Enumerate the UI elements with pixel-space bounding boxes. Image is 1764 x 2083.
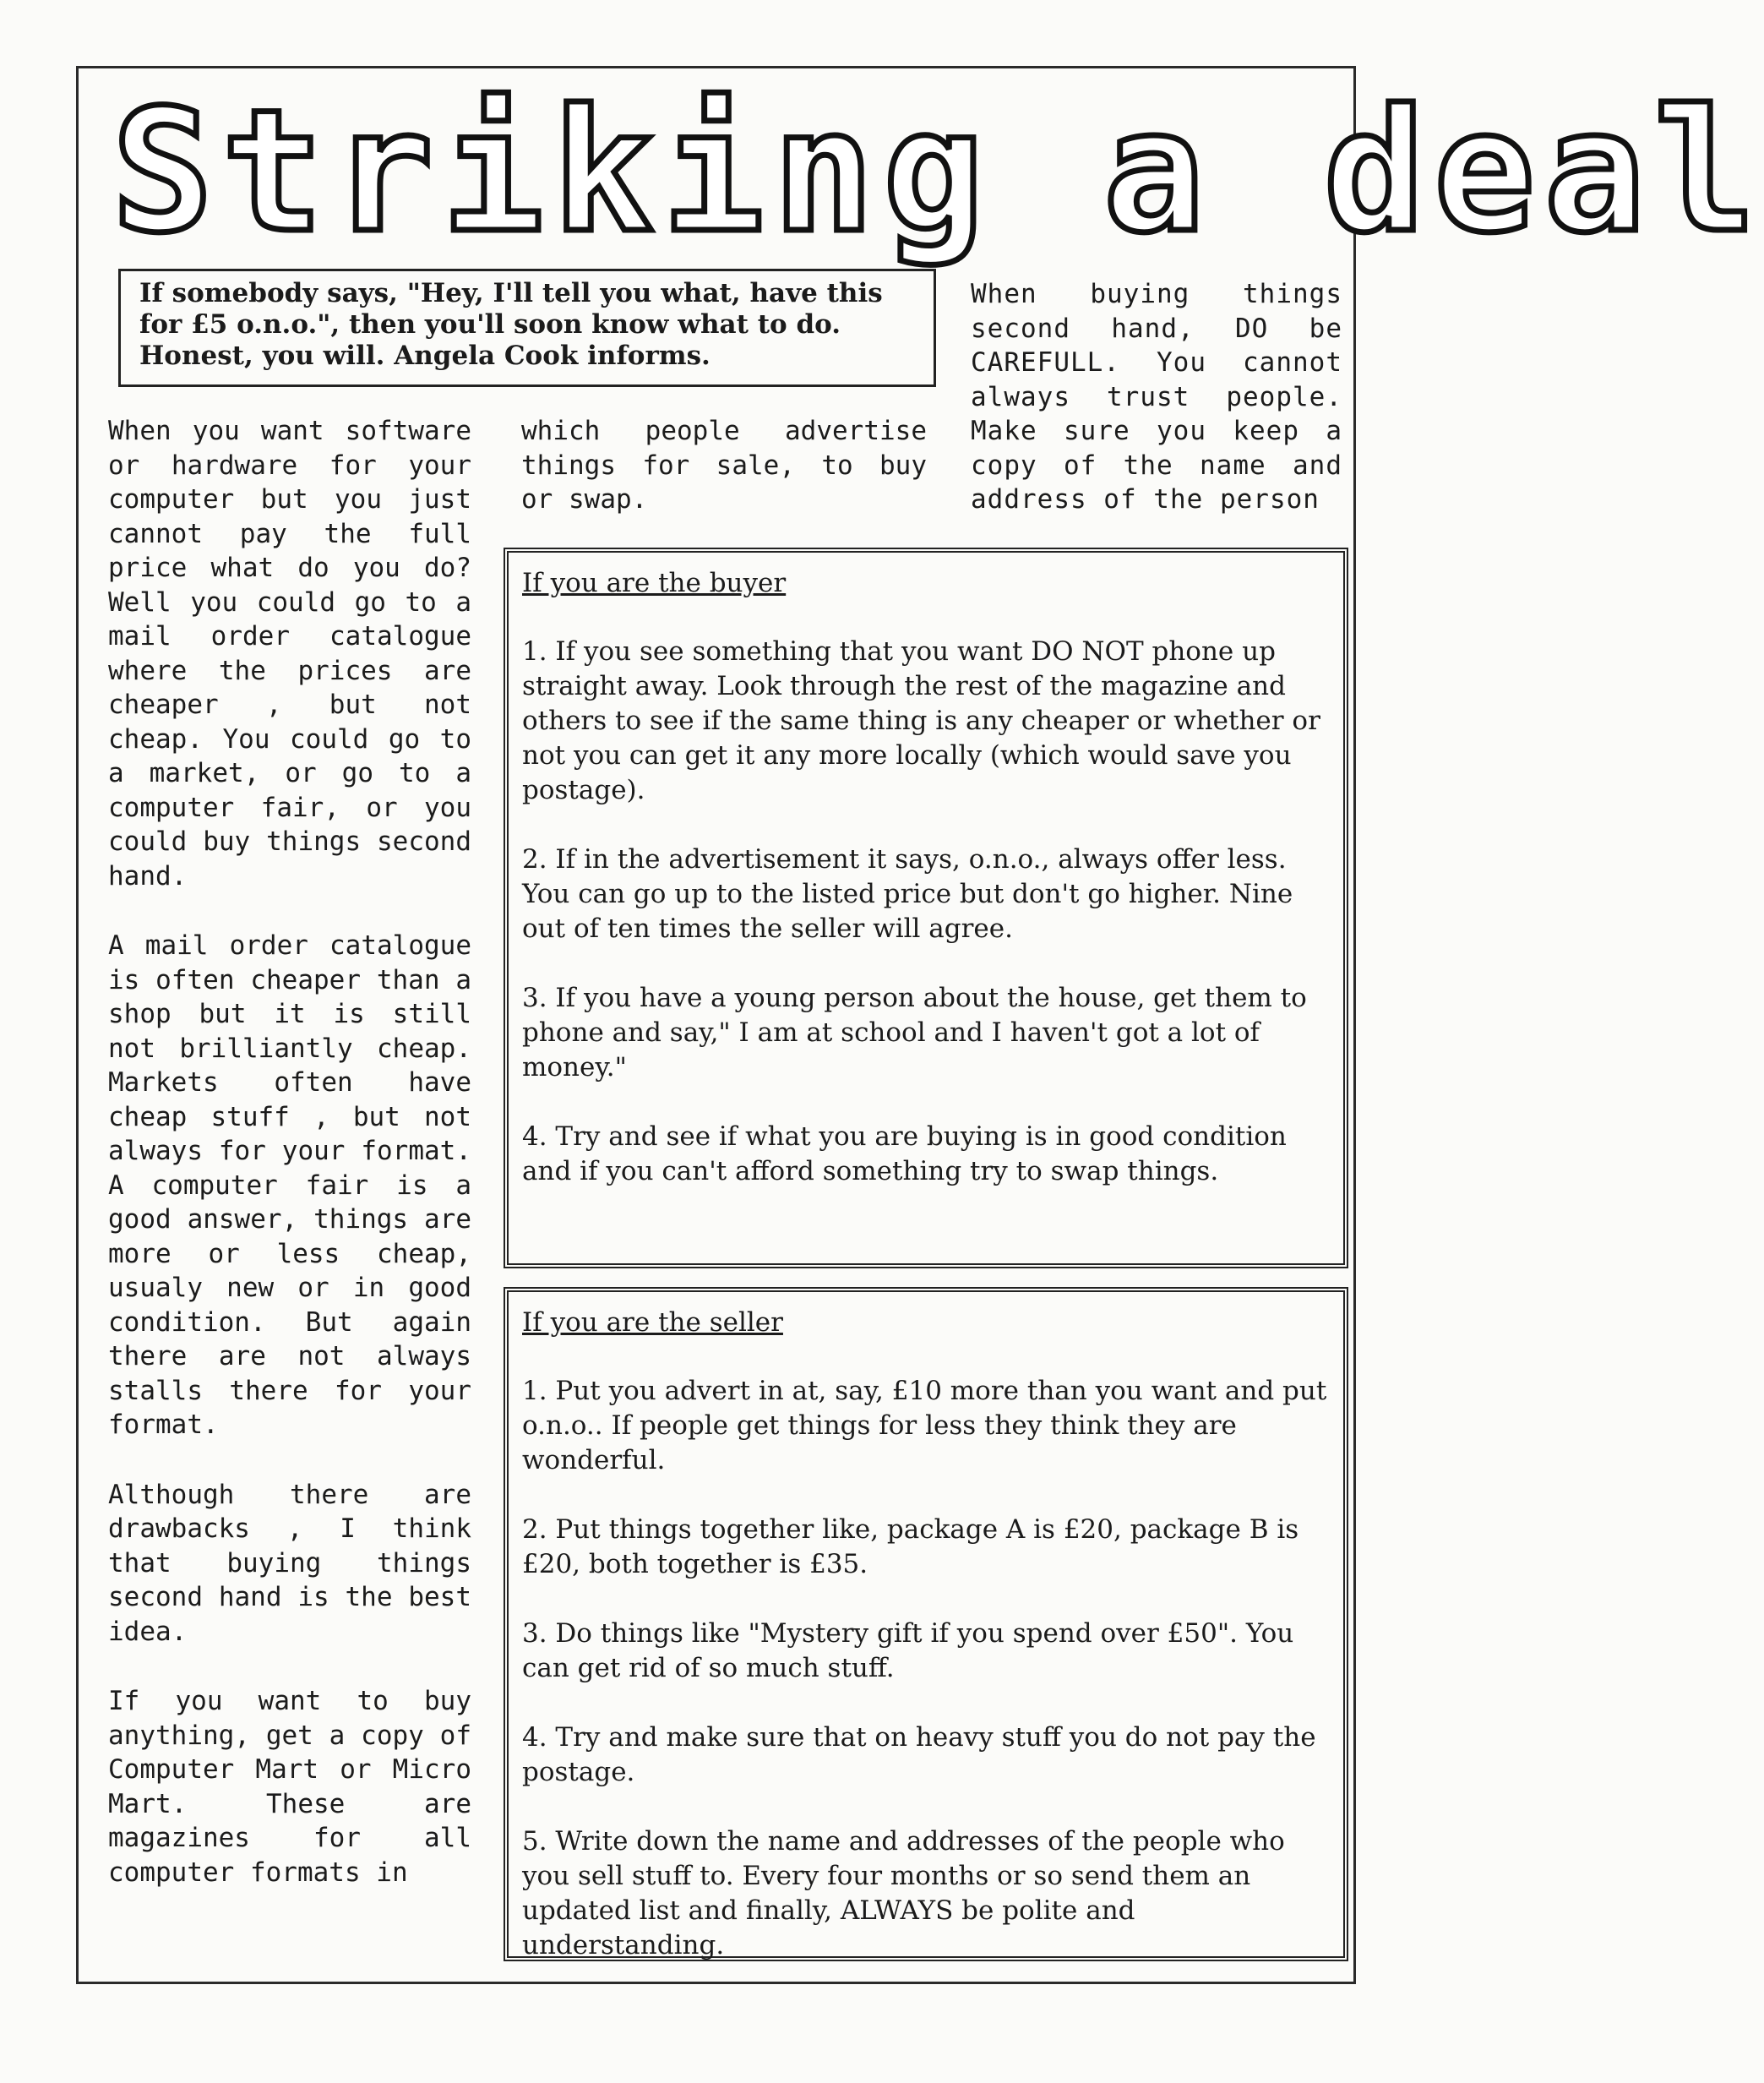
- standfirst: If somebody says, "Hey, I'll tell you what, have this for £5 o.n.o.", then you'll soon know what to do. Honest, you will. Angela Cook informs.: [118, 269, 936, 387]
- middle-paragraph: which people advertise things for sale, to buy or swap.: [521, 416, 927, 515]
- seller-tip-3: 3. Do things like "Mystery gift if you spend over £50". You can get rid of so much stuff.: [522, 1618, 1294, 1683]
- seller-tips-box: [507, 1290, 1345, 1958]
- buyer-tip-1: 1. If you see something that you want DO NOT phone up straight away. Look through the rest of the magazine and others to see if the same thing is any cheaper or whether or not you can get it any more locally (which would save you postage).: [522, 636, 1320, 805]
- right-column-text: [971, 277, 1342, 553]
- middle-column-text: [521, 414, 927, 553]
- buyer-heading: If you are the buyer: [522, 568, 787, 598]
- buyer-tip-2: 2. If in the advertisement it says, o.n.o., always offer less. You can go up to the listed price but don't go higher. Nine out of ten times the seller will agree.: [522, 844, 1293, 944]
- right-column-paragraph: When buying things second hand, DO be CAREFULL. You cannot always trust people. Make sure you keep a copy of the name and address of the person: [971, 279, 1342, 515]
- left-paragraph-4: If you want to buy anything, get a copy of Computer Mart or Micro Mart. These are magazines for all computer formats in: [108, 1686, 471, 1888]
- seller-tip-1: 1. Put you advert in at, say, £10 more than you want and put o.n.o.. If people get things for less they think they are wonderful.: [522, 1376, 1327, 1475]
- seller-tip-5: 5. Write down the name and addresses of the people who you sell stuff to. Every four months or so send them an updated list and finally, ALWAYS be polite and understanding.: [522, 1826, 1285, 1960]
- left-column-text: [108, 414, 471, 1925]
- left-paragraph-2: A mail order catalogue is often cheaper than a shop but it is still not brilliantly cheap. Markets often have cheap stuff , but not always for your format. A computer fair is a good answer, things are more or less cheap, usualy new or in good condition. But again there are not always stalls there for your format.: [108, 930, 471, 1440]
- seller-tip-4: 4. Try and make sure that on heavy stuff you do not pay the postage.: [522, 1722, 1316, 1787]
- page-title: Striking a deal: [112, 74, 1764, 270]
- seller-tip-2: 2. Put things together like, package A is £20, package B is £20, both together is £35.: [522, 1514, 1299, 1579]
- buyer-tip-3: 3. If you have a young person about the house, get them to phone and say," I am at school and I haven't got a lot of money.": [522, 983, 1307, 1082]
- left-paragraph-3: Although there are drawbacks , I think that buying things second hand is the best idea.: [108, 1479, 471, 1647]
- left-paragraph-1: When you want software or hardware for your computer but you just cannot pay the full price what do you do? Well you could go to a mail order catalogue where the prices are cheaper , but not cheap. You could go to a market, or go to a computer fair, or you could buy things second hand.: [108, 416, 471, 892]
- buyer-tips-box: [507, 551, 1345, 1265]
- buyer-tip-4: 4. Try and see if what you are buying is in good condition and if you can't afford something try to swap things.: [522, 1121, 1287, 1186]
- seller-heading: If you are the seller: [522, 1307, 783, 1338]
